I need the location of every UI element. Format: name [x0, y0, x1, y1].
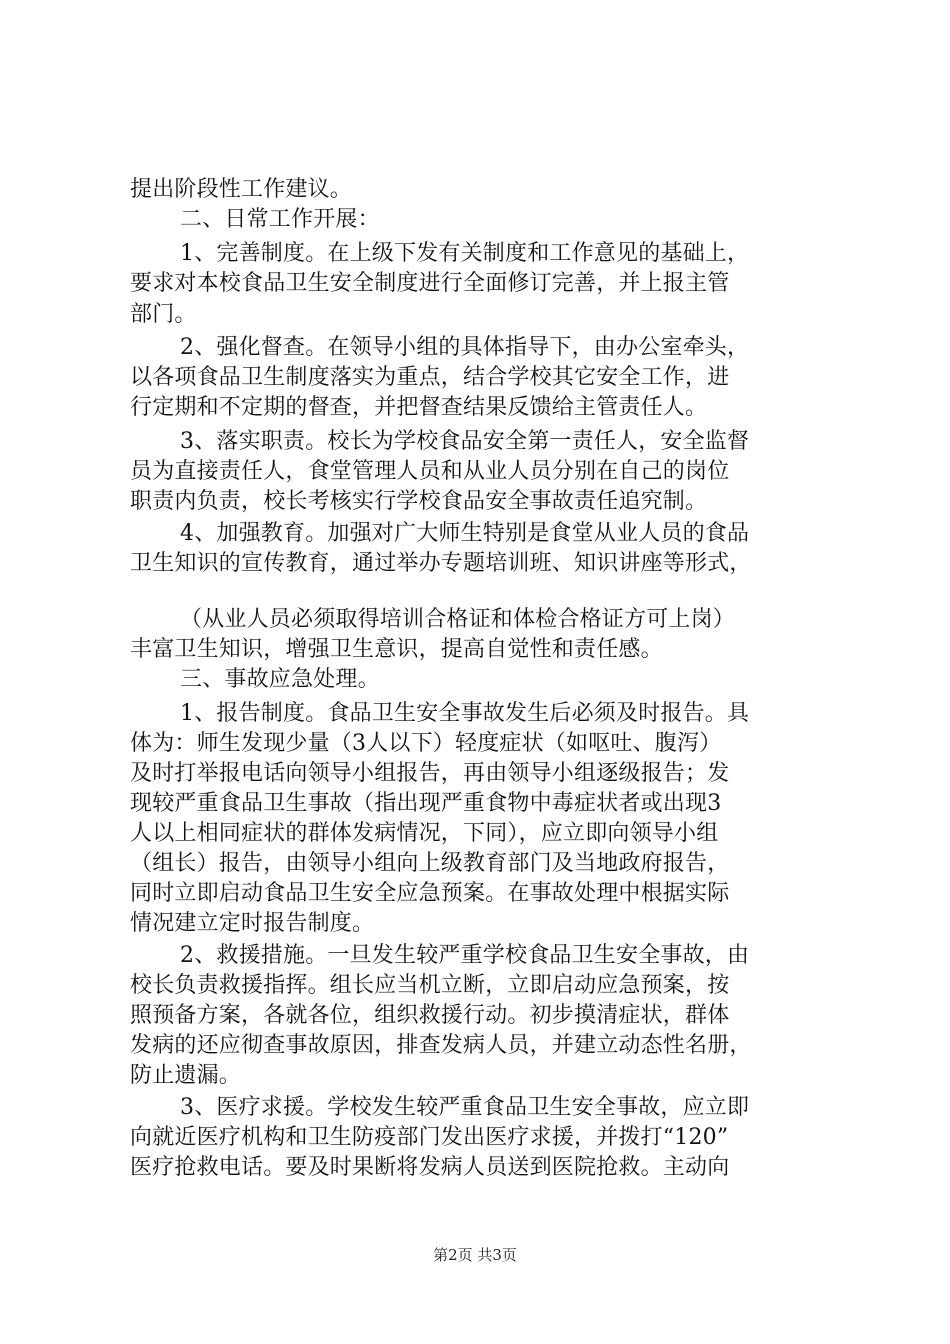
- text-line: 职责内负责，校长考核实行学校食品安全事故责任追究制。: [130, 489, 708, 514]
- section-heading: 二、日常工作开展：: [180, 207, 380, 232]
- text-line: 校长负责救援指挥。组长应当机立断，立即启动应急预案，按: [130, 973, 730, 998]
- text-line: 行定期和不定期的督查，并把督查结果反馈给主管责任人。: [130, 395, 708, 420]
- text-line: 3、落实职责。校长为学校食品安全第一责任人，安全监督: [180, 429, 750, 454]
- text-line: 1、报告制度。食品卫生安全事故发生后必须及时报告。具: [180, 701, 750, 726]
- text-line: 体为：师生发现少量（3人以下）轻度症状（如呕吐、腹泻）: [130, 731, 722, 756]
- text-line: 发病的还应彻查事故原因，排查发病人员，并建立动态性名册，: [130, 1033, 752, 1058]
- text-line: 及时打举报电话向领导小组报告，再由领导小组逐级报告；发: [130, 761, 730, 786]
- page-footer: 第2页 共3页: [433, 1246, 517, 1264]
- text-line: 以各项食品卫生制度落实为重点，结合学校其它安全工作，进: [130, 365, 730, 390]
- text-line: 防止遗漏。: [130, 1063, 242, 1088]
- text-line: 照预备方案，各就各位，组织救援行动。初步摸清症状，群体: [130, 1003, 730, 1028]
- text-line: （组长）报告，由领导小组向上级教育部门及当地政府报告，: [130, 851, 730, 876]
- text-line: 要求对本校食品卫生安全制度进行全面修订完善，并上报主管: [130, 271, 730, 296]
- text-line: （从业人员必须取得培训合格证和体检合格证方可上岗）: [180, 607, 736, 632]
- text-line: 同时立即启动食品卫生安全应急预案。在事故处理中根据实际: [130, 881, 730, 906]
- text-line: 情况建立定时报告制度。: [130, 911, 375, 936]
- text-line: 2、救援措施。一旦发生较严重学校食品卫生安全事故，由: [180, 943, 750, 968]
- text-line: 医疗抢救电话。要及时果断将发病人员送到医院抢救。主动向: [130, 1155, 730, 1180]
- text-line: 丰富卫生知识，增强卫生意识，提高自觉性和责任感。: [130, 637, 663, 662]
- text-line: 人以上相同症状的群体发病情况，下同），应立即向领导小组: [130, 821, 719, 846]
- text-line: 提出阶段性工作建议。: [130, 177, 353, 202]
- text-line: 卫生知识的宣传教育，通过举办专题培训班、知识讲座等形式，: [130, 551, 752, 576]
- section-heading: 三、事故应急处理。: [180, 667, 380, 692]
- text-line: 现较严重食品卫生事故（指出现严重食物中毒症状者或出现3: [130, 791, 722, 816]
- text-line: 2、强化督查。在领导小组的具体指导下，由办公室牵头，: [180, 335, 750, 360]
- text-line: 3、医疗求援。学校发生较严重食品卫生安全事故，应立即: [180, 1095, 750, 1120]
- text-line: 部门。: [130, 302, 197, 327]
- text-line: 4、加强教育。加强对广大师生特别是食堂从业人员的食品: [180, 521, 750, 546]
- text-line: 1、完善制度。在上级下发有关制度和工作意见的基础上，: [180, 241, 750, 266]
- text-line: 向就近医疗机构和卫生防疫部门发出医疗求援，并拨打“120”: [130, 1125, 729, 1150]
- text-line: 员为直接责任人，食堂管理人员和从业人员分别在自己的岗位: [130, 459, 730, 484]
